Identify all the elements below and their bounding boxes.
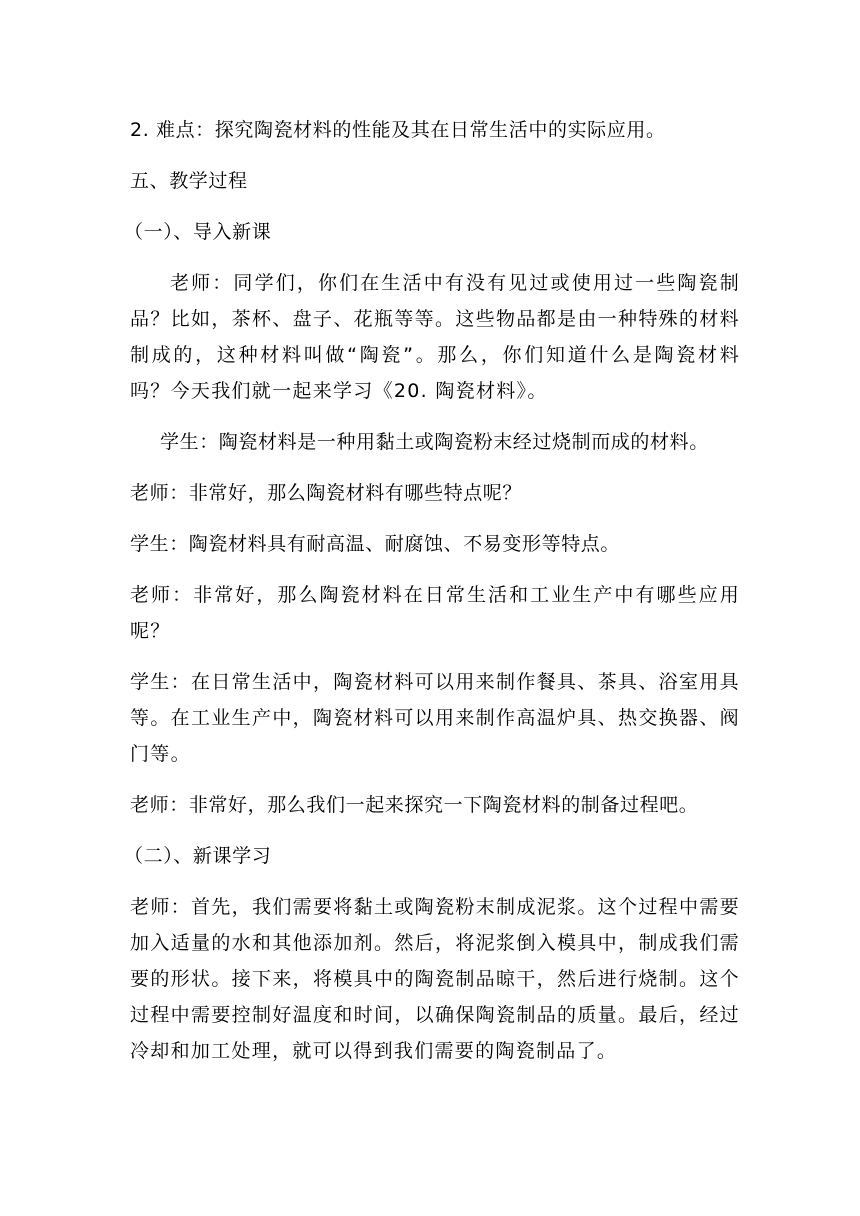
student-answer-1: 学生：陶瓷材料是一种用黏土或陶瓷粉末经过烧制而成的材料。 — [160, 431, 709, 453]
difficulty-point: 2. 难点：探究陶瓷材料的性能及其在日常生活中的实际应用。 — [130, 119, 666, 141]
student-answer-2: 学生：陶瓷材料具有耐高温、耐腐蚀、不易变形等特点。 — [130, 533, 621, 555]
teacher-intro-paragraph: 老师：同学们，你们在生活中有没有见过或使用过一些陶瓷制品？比如，茶杯、盘子、花瓶等等。这些物品都是由一种特殊的材料制成的，这种材料叫做“陶瓷”。那么，你们知道什么是陶瓷材料吗？今天我们就一起来学习《20. 陶瓷材料》。 — [130, 272, 740, 402]
teacher-statement-4: 老师：非常好，那么我们一起来探究一下陶瓷材料的制备过程吧。 — [130, 794, 699, 816]
section-heading: 五、教学过程 — [130, 170, 248, 192]
subsection-heading-intro: （一）、导入新课 — [124, 221, 272, 243]
teacher-question-2: 老师：非常好，那么陶瓷材料有哪些特点呢？ — [130, 482, 523, 504]
subsection-heading-new-lesson: （二）、新课学习 — [124, 845, 272, 867]
teacher-process-paragraph: 老师：首先，我们需要将黏土或陶瓷粉末制成泥浆。这个过程中需要加入适量的水和其他添加剂。然后，将泥浆倒入模具中，制成我们需要的形状。接下来，将模具中的陶瓷制品晾干，然后进行烧制。这个过程中需要控制好温度和时间，以确保陶瓷制品的质量。最后，经过冷却和加工处理，就可以得到我们需要的陶瓷制品了。 — [130, 896, 740, 1062]
document-body — [124, 112, 740, 1069]
teacher-question-3: 老师：非常好，那么陶瓷材料在日常生活和工业生产中有哪些应用呢？ — [130, 584, 740, 642]
student-answer-3: 学生：在日常生活中，陶瓷材料可以用来制作餐具、茶具、浴室用具等。在工业生产中，陶瓷材料可以用来制作高温炉具、热交换器、阀门等。 — [130, 671, 740, 765]
